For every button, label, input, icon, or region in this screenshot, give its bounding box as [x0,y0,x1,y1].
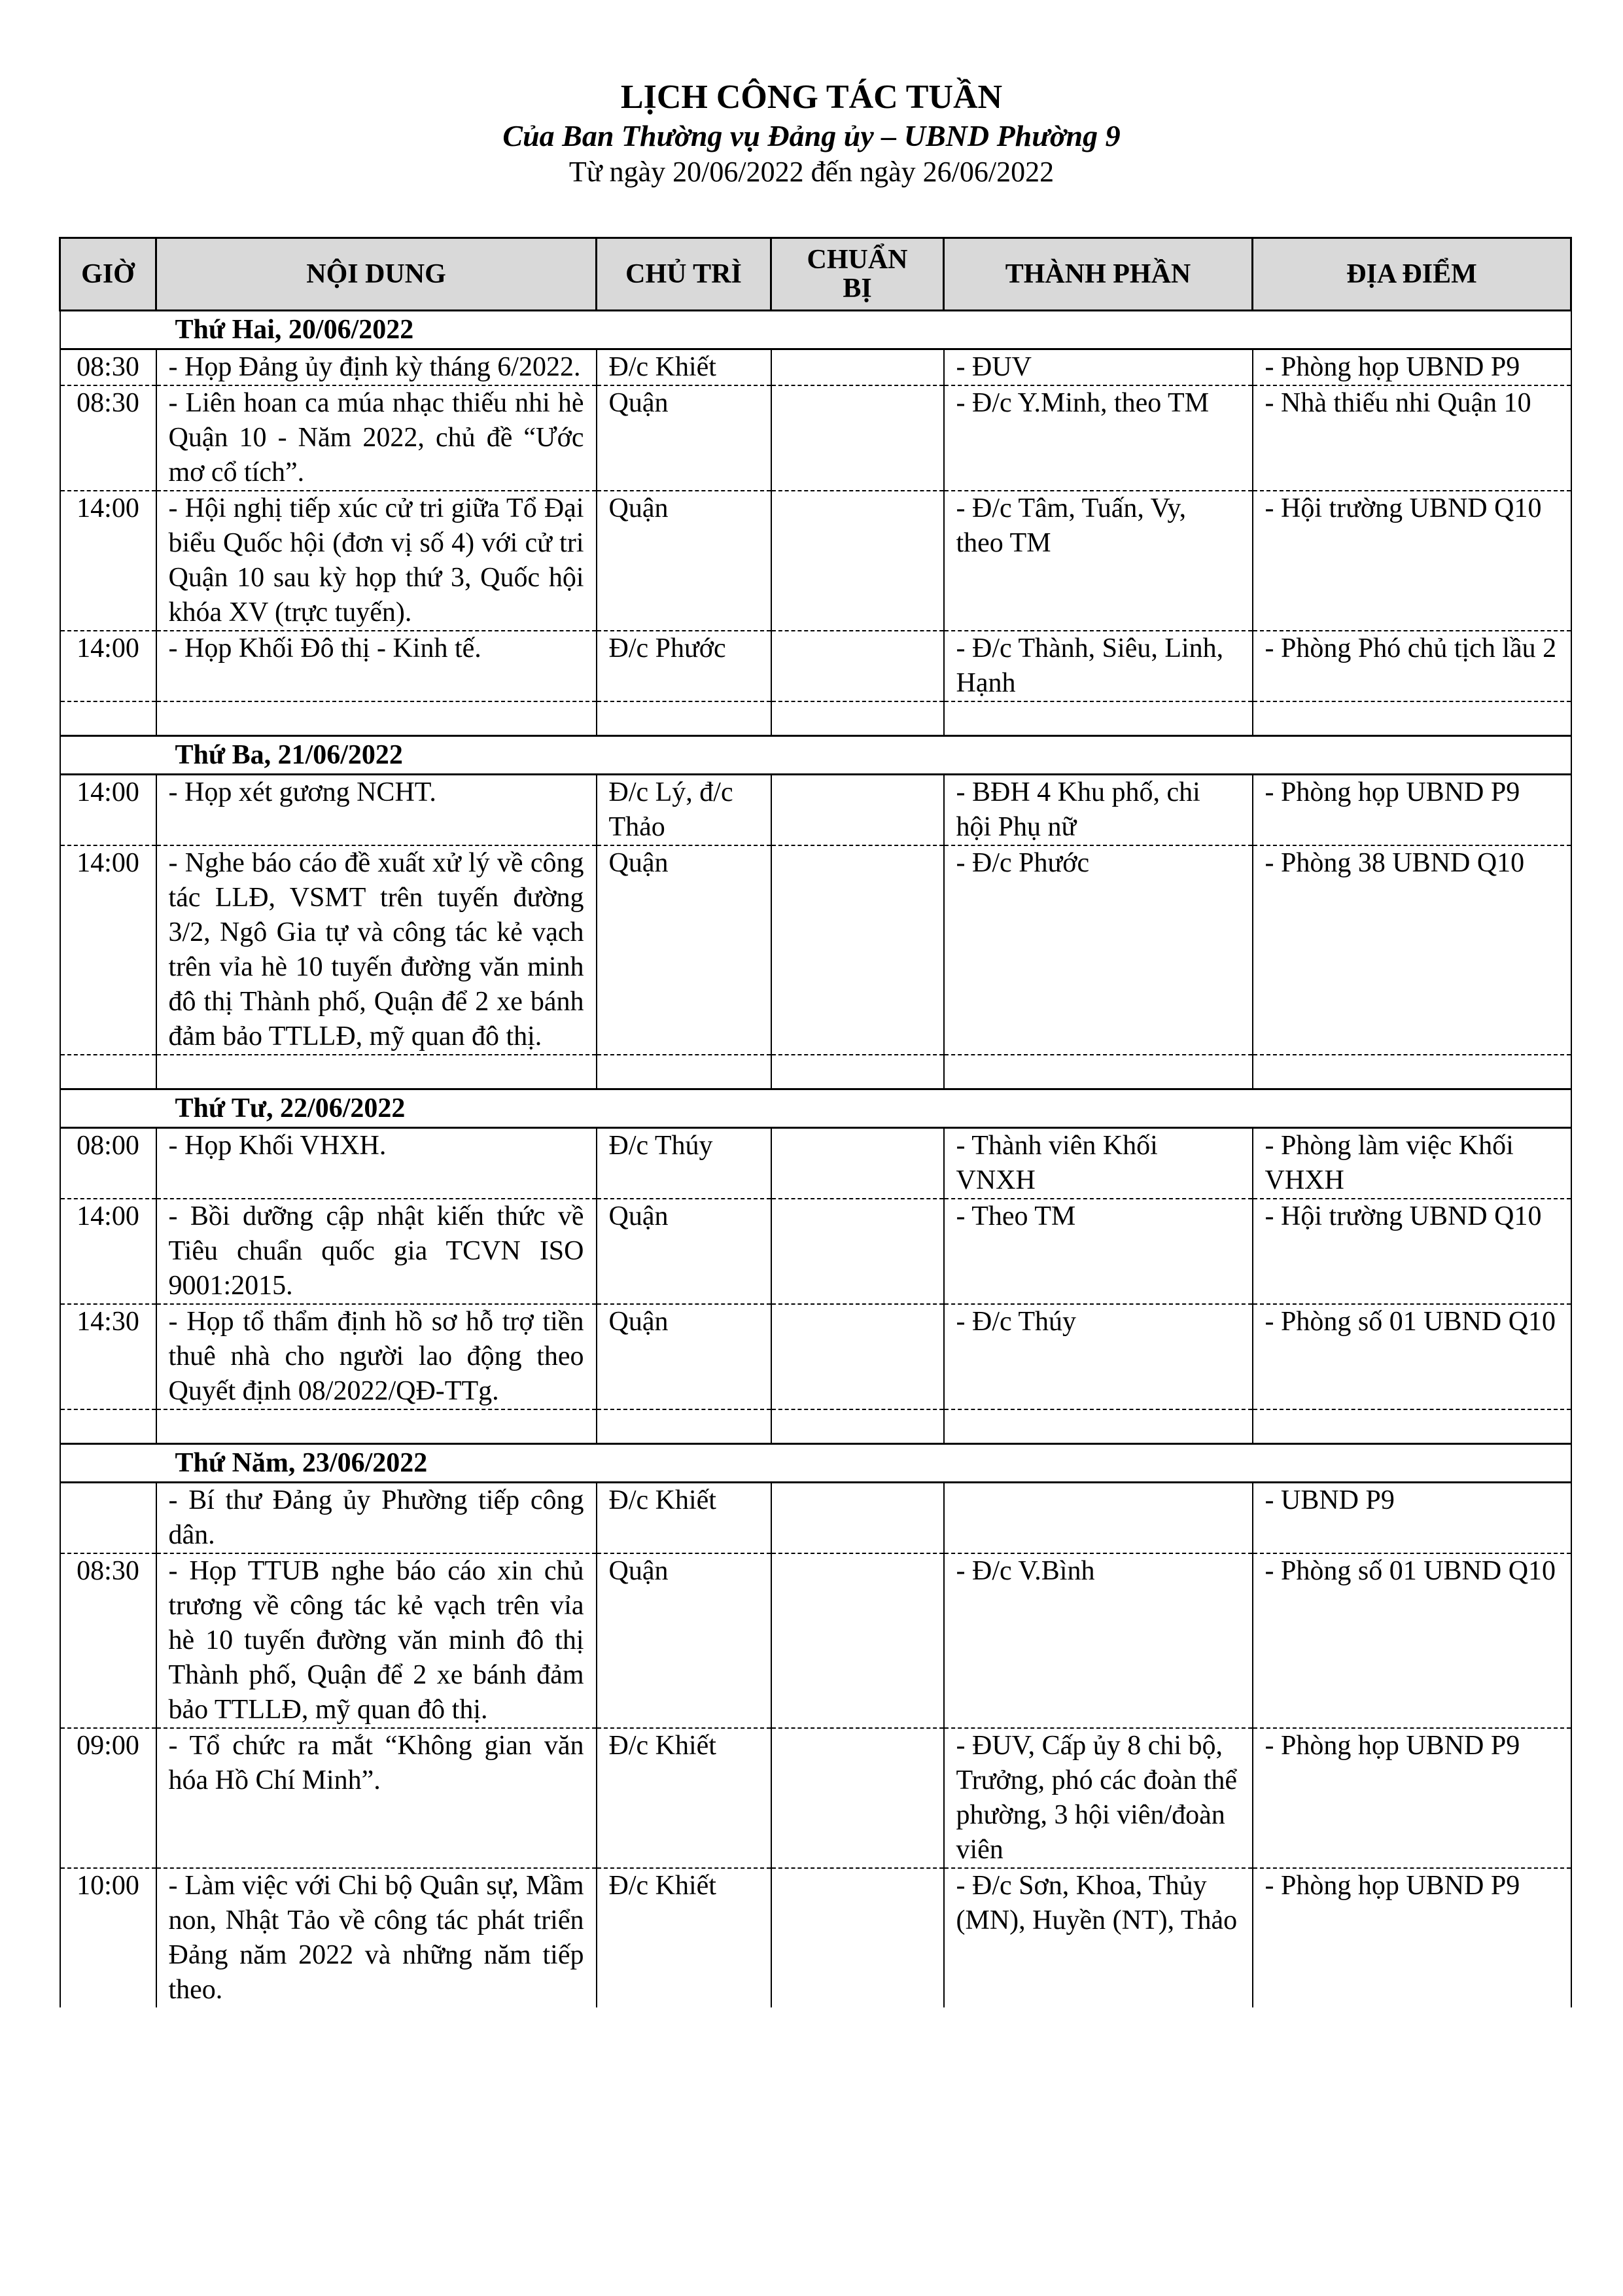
event-chair: Đ/c Phước [597,631,771,701]
blank-cell [771,1409,944,1444]
event-time: 14:30 [60,1304,156,1409]
event-participants: - Đ/c Sơn, Khoa, Thủy (MN), Huyền (NT), Thảo [944,1868,1253,2007]
schedule-body [60,311,1571,2008]
event-row [60,845,1571,1055]
blank-cell [60,1409,156,1444]
event-location: - Phòng họp UBND P9 [1253,1868,1571,2007]
blank-row [60,701,1571,736]
blank-cell [1253,1055,1571,1089]
event-row [60,1304,1571,1409]
event-chair: Đ/c Thúy [597,1128,771,1199]
blank-cell [1253,1409,1571,1444]
event-content: - Họp Khối VHXH. [156,1128,597,1199]
event-content: - Làm việc với Chi bộ Quân sự, Mầm non, Nhật Tảo về công tác phát triển Đảng năm 2022 và những năm tiếp theo. [156,1868,597,2007]
event-prepare [771,775,944,846]
event-location: - Phòng số 01 UBND Q10 [1253,1553,1571,1728]
document-title: LỊCH CÔNG TÁC TUẦN [620,79,1003,116]
event-chair: Quận [597,1199,771,1304]
event-chair: Quận [597,1553,771,1728]
event-participants: - BĐH 4 Khu phố, chi hội Phụ nữ [944,775,1253,846]
document-header [0,77,1623,190]
blank-cell [771,1055,944,1089]
event-location: - Phòng họp UBND P9 [1253,775,1571,846]
event-prepare [771,1868,944,2007]
event-time: 14:00 [60,775,156,846]
event-prepare [771,349,944,386]
blank-cell [771,701,944,736]
event-time [60,1483,156,1554]
event-chair: Đ/c Lý, đ/c Thảo [597,775,771,846]
event-row [60,775,1571,846]
event-time: 10:00 [60,1868,156,2007]
event-row [60,1728,1571,1868]
blank-cell [597,1409,771,1444]
event-content: - Họp TTUB nghe báo cáo xin chủ trương về công tác kẻ vạch trên vỉa hè 10 tuyến đường văn minh đô thị Thành phố, Quận để 2 xe bánh đảm bảo TTLLĐ, mỹ quan đô thị. [156,1553,597,1728]
event-content: - Tổ chức ra mắt “Không gian văn hóa Hồ Chí Minh”. [156,1728,597,1868]
event-prepare [771,1728,944,1868]
event-participants: - Đ/c V.Bình [944,1553,1253,1728]
blank-cell [156,701,597,736]
event-row [60,1128,1571,1199]
event-row [60,1868,1571,2007]
event-participants: - Đ/c Y.Minh, theo TM [944,385,1253,491]
blank-cell [156,1409,597,1444]
event-content: - Họp Đảng ủy định kỳ tháng 6/2022. [156,349,597,386]
blank-cell [597,701,771,736]
event-time: 14:00 [60,631,156,701]
event-chair: Đ/c Khiết [597,1728,771,1868]
event-prepare [771,491,944,631]
schedule-table [59,237,1572,2007]
event-chair: Đ/c Khiết [597,349,771,386]
event-prepare [771,1304,944,1409]
event-prepare [771,1483,944,1554]
event-content: - Liên hoan ca múa nhạc thiếu nhi hè Quận 10 - Năm 2022, chủ đề “Ước mơ cổ tích”. [156,385,597,491]
event-time: 14:00 [60,845,156,1055]
blank-cell [944,701,1253,736]
event-time: 08:30 [60,385,156,491]
event-prepare [771,1199,944,1304]
blank-cell [597,1055,771,1089]
blank-cell [60,1055,156,1089]
day-header-row [60,311,1571,349]
event-location: - Phòng họp UBND P9 [1253,1728,1571,1868]
event-location: - Phòng 38 UBND Q10 [1253,845,1571,1055]
day-label: Thứ Tư, 22/06/2022 [60,1089,1571,1128]
event-participants: - ĐUV [944,349,1253,386]
event-content: - Hội nghị tiếp xúc cử tri giữa Tổ Đại biểu Quốc hội (đơn vị số 4) với cử tri Quận 10 sau kỳ họp thứ 3, Quốc hội khóa XV (trực tuyến). [156,491,597,631]
event-time: 14:00 [60,1199,156,1304]
event-content: - Bồi dưỡng cập nhật kiến thức về Tiêu chuẩn quốc gia TCVN ISO 9001:2015. [156,1199,597,1304]
event-time: 08:00 [60,1128,156,1199]
event-location: - Nhà thiếu nhi Quận 10 [1253,385,1571,491]
event-content: - Bí thư Đảng ủy Phường tiếp công dân. [156,1483,597,1554]
event-prepare [771,845,944,1055]
blank-cell [60,701,156,736]
document-subtitle: Của Ban Thường vụ Đảng ủy – UBND Phường 9 [502,119,1121,152]
event-location: - Phòng Phó chủ tịch lầu 2 [1253,631,1571,701]
day-label: Thứ Năm, 23/06/2022 [60,1444,1571,1483]
event-content: - Nghe báo cáo đề xuất xử lý về công tác LLĐ, VSMT trên tuyến đường 3/2, Ngô Gia tự và công tác kẻ vạch trên vỉa hè 10 tuyến đường văn minh đô thị Thành phố, Quận để 2 xe bánh đảm bảo TTLLĐ, mỹ quan đô thị. [156,845,597,1055]
day-header-row [60,1444,1571,1483]
header-time: GIỜ [60,238,156,311]
event-chair: Đ/c Khiết [597,1483,771,1554]
event-row [60,631,1571,701]
blank-cell [1253,701,1571,736]
date-range: Từ ngày 20/06/2022 đến ngày 26/06/2022 [568,156,1055,188]
blank-cell [156,1055,597,1089]
event-time: 08:30 [60,349,156,386]
event-participants [944,1483,1253,1554]
event-location: - Hội trường UBND Q10 [1253,1199,1571,1304]
event-prepare [771,1128,944,1199]
event-location: - Phòng số 01 UBND Q10 [1253,1304,1571,1409]
blank-row [60,1055,1571,1089]
day-label: Thứ Ba, 21/06/2022 [60,736,1571,775]
event-prepare [771,385,944,491]
event-participants: - Đ/c Thành, Siêu, Linh, Hạnh [944,631,1253,701]
header-row [60,238,1571,311]
header-prepare: CHUẨN BỊ [771,238,944,311]
event-content: - Họp tổ thẩm định hồ sơ hỗ trợ tiền thuê nhà cho người lao động theo Quyết định 08/2022/QĐ-TTg. [156,1304,597,1409]
event-prepare [771,1553,944,1728]
event-participants: - Đ/c Phước [944,845,1253,1055]
event-row [60,491,1571,631]
day-header-row [60,736,1571,775]
blank-cell [944,1055,1253,1089]
event-participants: - Thành viên Khối VNXH [944,1128,1253,1199]
event-location: - UBND P9 [1253,1483,1571,1554]
event-row [60,385,1571,491]
event-row [60,1483,1571,1554]
event-row [60,349,1571,386]
event-row [60,1199,1571,1304]
event-location: - Phòng làm việc Khối VHXH [1253,1128,1571,1199]
event-content: - Họp xét gương NCHT. [156,775,597,846]
header-content: NỘI DUNG [156,238,597,311]
event-prepare [771,631,944,701]
header-participants: THÀNH PHẦN [944,238,1253,311]
blank-row [60,1409,1571,1444]
day-label: Thứ Hai, 20/06/2022 [60,311,1571,349]
event-chair: Quận [597,491,771,631]
event-participants: - ĐUV, Cấp ủy 8 chi bộ, Trưởng, phó các đoàn thể phường, 3 hội viên/đoàn viên [944,1728,1253,1868]
event-content: - Họp Khối Đô thị - Kinh tế. [156,631,597,701]
day-header-row [60,1089,1571,1128]
event-participants: - Đ/c Thúy [944,1304,1253,1409]
event-time: 09:00 [60,1728,156,1868]
header-location: ĐỊA ĐIỂM [1253,238,1571,311]
event-participants: - Đ/c Tâm, Tuấn, Vy, theo TM [944,491,1253,631]
header-chair: CHỦ TRÌ [597,238,771,311]
event-chair: Quận [597,1304,771,1409]
event-time: 08:30 [60,1553,156,1728]
event-location: - Hội trường UBND Q10 [1253,491,1571,631]
blank-cell [944,1409,1253,1444]
event-chair: Quận [597,385,771,491]
event-chair: Quận [597,845,771,1055]
event-row [60,1553,1571,1728]
event-location: - Phòng họp UBND P9 [1253,349,1571,386]
event-chair: Đ/c Khiết [597,1868,771,2007]
event-participants: - Theo TM [944,1199,1253,1304]
event-time: 14:00 [60,491,156,631]
